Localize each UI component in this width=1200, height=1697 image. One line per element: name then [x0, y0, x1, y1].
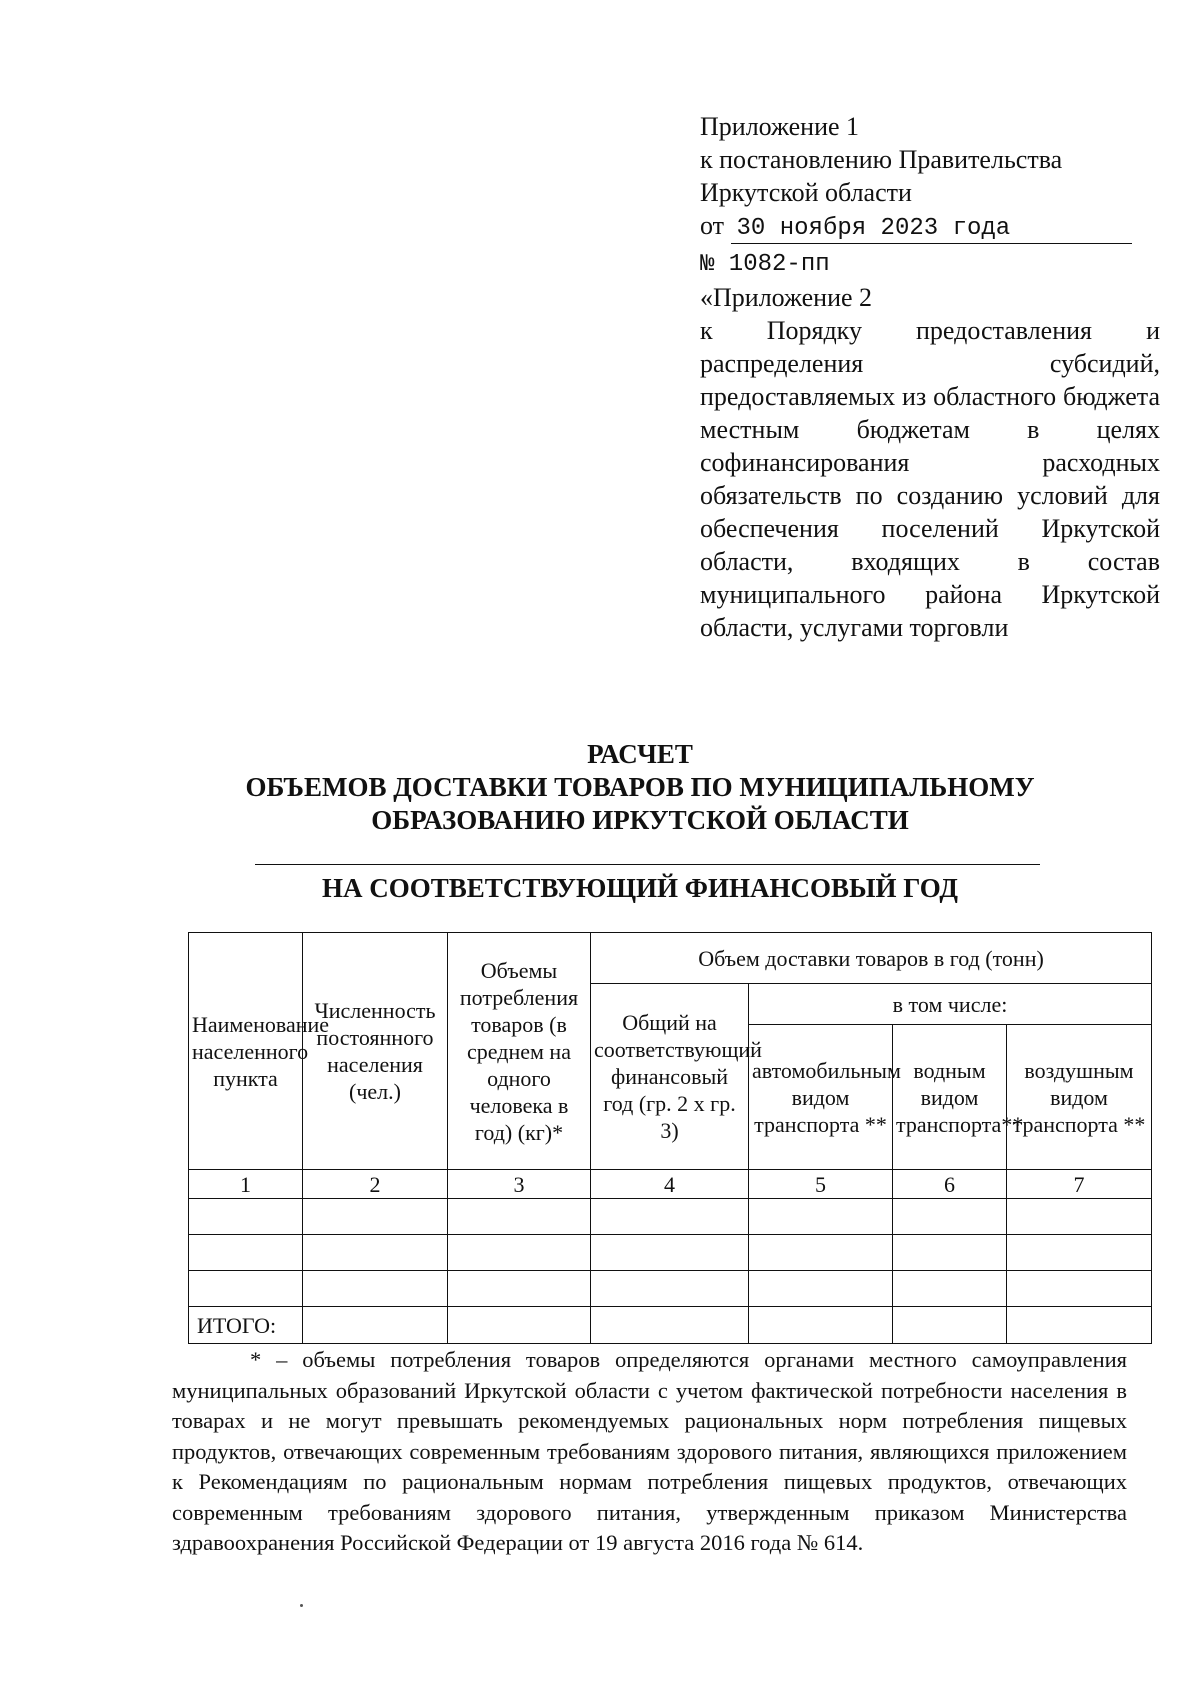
table-cell — [303, 1199, 448, 1235]
footnote: * – объемы потребления товаров определяются органами местного самоуправления муниципальных образований Иркутской области с учетом фактической потребности населения в товарах и не могут превышать рекомендуемых рациональных норм потребления пищевых продуктов, отвечающих современным требованиям здорового питания, являющихся приложением к Рекомендациям по рациональным нормам потребления пищевых продуктов, отвечающих современным требованиям здорового питания, утвержденным приказом Министерства здравоохранения Российской Федерации от 19 августа 2016 года № 614. — [172, 1347, 1127, 1555]
total-label: ИТОГО: — [189, 1307, 303, 1344]
table-cell — [749, 1307, 893, 1344]
header-settlement-name: Наименование населенного пункта — [189, 933, 303, 1170]
column-number-row — [189, 1170, 1152, 1199]
header-population: Численность постоянного населения (чел.) — [303, 933, 448, 1170]
document-title — [180, 738, 1100, 837]
table-cell — [303, 1271, 448, 1307]
table-cell — [1007, 1199, 1152, 1235]
column-number: 7 — [1007, 1170, 1152, 1199]
title-line-1: РАСЧЕТ — [587, 739, 693, 769]
table-cell — [749, 1235, 893, 1271]
table-cell — [448, 1199, 591, 1235]
document-subtitle: НА СООТВЕТСТВУЮЩИЙ ФИНАНСОВЫЙ ГОД — [322, 873, 958, 903]
header-water-transport: водным видом транспорта** — [893, 1025, 1007, 1170]
date-value: 30 ноября 2023 года — [731, 215, 1132, 244]
appendix-date-line — [700, 209, 1160, 244]
table-row — [189, 1235, 1152, 1271]
total-row — [189, 1307, 1152, 1344]
header-road-transport: автомобильным видом транспорта ** — [749, 1025, 893, 1170]
date-prefix: от — [700, 211, 725, 240]
column-number: 6 — [893, 1170, 1007, 1199]
table-cell — [749, 1199, 893, 1235]
table-cell — [303, 1307, 448, 1344]
table-cell — [591, 1271, 749, 1307]
table-cell — [303, 1235, 448, 1271]
header-air-transport: воздушным видом транспорта ** — [1007, 1025, 1152, 1170]
column-number: 5 — [749, 1170, 893, 1199]
table-cell — [893, 1307, 1007, 1344]
table-cell — [448, 1235, 591, 1271]
appendix2-description: к Порядку предоставления и распределения субсидий, предоставляемых из областного бюджета местным бюджетам в целях софинансирования расходных обязательств по созданию условий для обеспечения поселений Иркутской области, входящих в состав муниципального района Иркутской области, услугами торговли — [700, 316, 1160, 642]
appendix2-title: «Приложение 2 — [700, 283, 873, 312]
header-delivery-volume-group: Объем доставки товаров в год (тонн) — [591, 933, 1152, 984]
table-cell — [448, 1307, 591, 1344]
table-row — [189, 1199, 1152, 1235]
title-blank-rule — [255, 864, 1040, 865]
table-row — [189, 1271, 1152, 1307]
appendix-region-line: Иркутской области — [700, 178, 912, 207]
table-cell — [189, 1235, 303, 1271]
table-cell — [893, 1235, 1007, 1271]
column-number: 3 — [448, 1170, 591, 1199]
appendix-resolution-line: к постановлению Правительства — [700, 145, 1063, 174]
table-cell — [1007, 1235, 1152, 1271]
appendix-header — [700, 110, 1160, 644]
title-line-2: ОБЪЕМОВ ДОСТАВКИ ТОВАРОВ ПО МУНИЦИПАЛЬНОМУ — [245, 772, 1035, 802]
table-cell — [591, 1199, 749, 1235]
table-cell — [189, 1199, 303, 1235]
table-cell — [1007, 1271, 1152, 1307]
scan-speck — [300, 1604, 303, 1607]
table-cell — [591, 1307, 749, 1344]
table-cell — [893, 1271, 1007, 1307]
table-cell — [749, 1271, 893, 1307]
resolution-number: № 1082-пп — [700, 251, 830, 278]
header-including: в том числе: — [749, 984, 1152, 1025]
column-number: 1 — [189, 1170, 303, 1199]
header-consumption: Объемы потребления товаров (в среднем на одного человека в год) (кг)* — [448, 933, 591, 1170]
column-number: 4 — [591, 1170, 749, 1199]
title-line-3: ОБРАЗОВАНИЮ ИРКУТСКОЙ ОБЛАСТИ — [371, 805, 909, 835]
table-cell — [1007, 1307, 1152, 1344]
table-cell — [591, 1235, 749, 1271]
appendix-number: Приложение 1 — [700, 112, 860, 141]
header-total-year: Общий на соответствующий финансовый год (гр. 2 х гр. 3) — [591, 984, 749, 1170]
delivery-calculation-table — [188, 932, 1152, 1344]
table-cell — [189, 1271, 303, 1307]
table-cell — [448, 1271, 591, 1307]
column-number: 2 — [303, 1170, 448, 1199]
table-cell — [893, 1199, 1007, 1235]
